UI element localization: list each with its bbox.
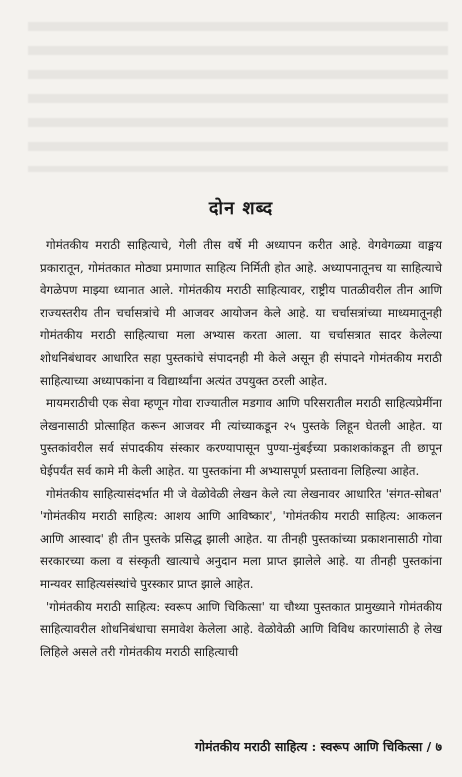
page-body xyxy=(40,196,442,663)
paragraph-4: 'गोमंतकीय मराठी साहित्य: स्वरूप आणि चिकित्सा' या चौथ्या पुस्तकात प्रामुख्याने गोमंतकीय साहित्यावरील शोधनिबंधाचा समावेश केलेला आहे. वेळोवेळी आणि विविध कारणांसाठी हे लेख लिहिले असले तरी गोमंतकीय मराठी साहित्याची xyxy=(40,599,442,659)
paragraph-1: गोमंतकीय मराठी साहित्याचे, गेली तीस वर्षे मी अध्यापन करीत आहे. वेगवेगळ्या वाङ्मय प्रकारातून, गोमंतकात मोठ्या प्रमाणात साहित्य निर्मिती होत आहे. अध्यापनातूनच या साहित्याचे वेगळेपण माझ्या ध्यानात आले. गोमंतकीय मराठी साहित्यावर, राष्ट्रीय पातळीवरील तीन आणि राज्यस्तरीय तीन चर्चासत्रांचे मी आजवर आयोजन केले आहे. या चर्चासत्रांच्या माध्यमातूनही गोमंतकीय मराठी साहित्याचा मला अभ्यास करता आला. या चर्चासत्रात सादर केलेल्या शोधनिबंधावर आधारित सहा पुस्तकांचे संपादनही मी केले असून ही संपादने गोमंतकीय मराठी साहित्याच्या अध्यापकांना व विद्यार्थ्यांना अत्यंत उपयुक्त ठरली आहेत. xyxy=(40,238,442,388)
page-title: दोन शब्द xyxy=(208,198,274,219)
bleed-through-text xyxy=(28,22,448,172)
paragraph-2: मायमराठीची एक सेवा म्हणून गोवा राज्यातील मडगाव आणि परिसरातील मराठी साहित्यप्रेमींना लेखनासाठी प्रोत्साहित करून आजवर मी त्यांच्याकडून २५ पुस्तके लिहून घेतली आहेत. या पुस्तकांवरील सर्व संपादकीय संस्कार करण्यापासून पुण्या-मुंबईच्या प्रकाशकांकडून ती छापून घेईपर्यंत सर्व कामे मी केली आहेत. या पुस्तकांना मी अभ्यासपूर्ण प्रस्तावना लिहिल्या आहेत. xyxy=(40,396,442,478)
paragraph-3: गोमंतकीय साहित्यासंदर्भात मी जे वेळोवेळी लेखन केले त्या लेखनावर आधारित 'संगत-सोबत' 'गोमंतकीय मराठी साहित्य: आशय आणि आविष्कार', 'गोमंतकीय मराठी साहित्य: आकलन आणि आस्वाद' ही तीन पुस्तके प्रसिद्ध झाली आहेत. या तीनही पुस्तकांच्या प्रकाशनासाठी गोवा सरकारच्या कला व संस्कृती खात्याचे अनुदान मला प्राप्त झालेले आहे. या तीनही पुस्तकांना मान्यवर साहित्यसंस्थांचे पुरस्कार प्राप्त झाले आहेत. xyxy=(40,486,442,591)
running-footer: गोमंतकीय मराठी साहित्य : स्वरूप आणि चिकित्सा / ७ xyxy=(194,739,442,754)
